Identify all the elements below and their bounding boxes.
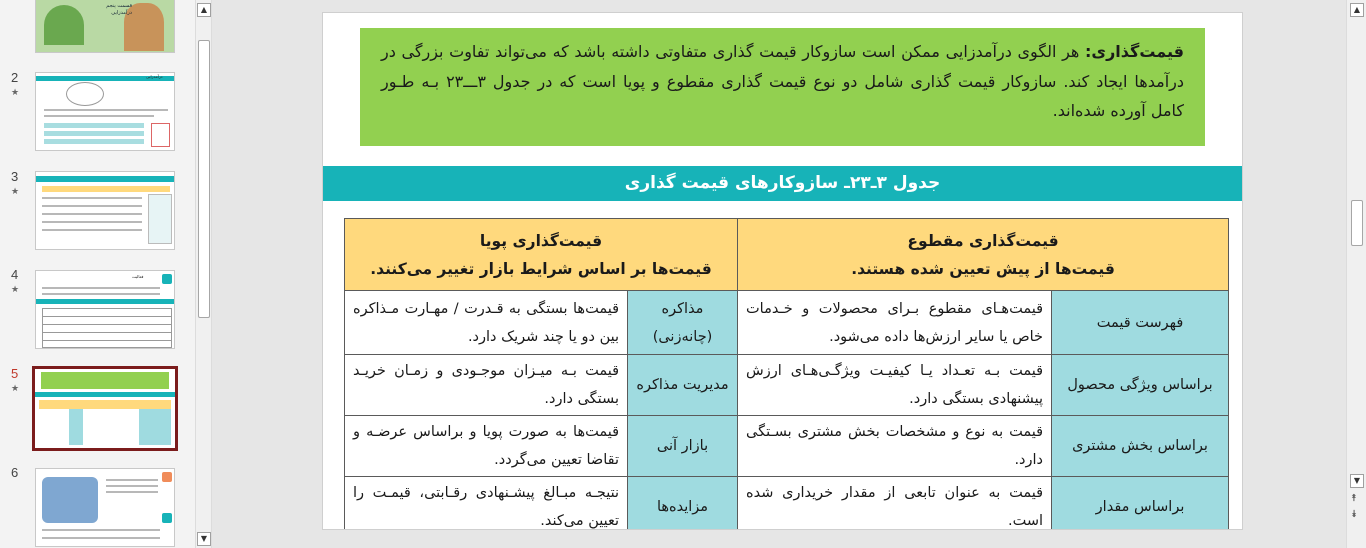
editor-scroll-down-icon[interactable]: ▼ <box>1350 474 1364 488</box>
teacher-illustration-icon <box>42 477 98 523</box>
fixed-desc-cell: قیمت به عنوان تابعی از مقدار خریداری شده است. <box>738 477 1052 531</box>
slide-thumbnail-6[interactable] <box>35 468 175 547</box>
editor-scroll-up-icon[interactable]: ▲ <box>1350 3 1364 17</box>
table-row <box>345 291 1229 355</box>
slide-thumbnail-5[interactable] <box>32 366 178 451</box>
next-slide-icon[interactable]: ⯯ <box>1351 509 1357 520</box>
dynamic-type-cell: مزایده‌ها <box>628 477 738 531</box>
fixed-desc-cell: قیمت به نوع و مشخصات بخش مشتری بسـتگی دارد. <box>738 416 1052 477</box>
thumbnail-scroll-thumb[interactable] <box>198 40 210 318</box>
slide-thumbnail-2[interactable] <box>35 72 175 151</box>
table-row <box>345 416 1229 477</box>
dynamic-desc-cell: قیمت‌ها به صورت پویا و براساس عرضـه و تقاضا تعیین می‌گردد. <box>345 416 628 477</box>
slide-3-star-icon: ★ <box>11 187 20 197</box>
fixed-type-cell: فهرست قیمت <box>1052 291 1229 355</box>
thumb-header-bar <box>36 176 175 182</box>
dynamic-type-cell: مدیریت مذاکره <box>628 355 738 416</box>
dynamic-pricing-subtitle: قیمت‌ها بر اساس شرایط بازار تغییر می‌کنند. <box>370 259 712 278</box>
slide-4-star-icon: ★ <box>11 285 20 295</box>
thumb-title: فعالیت <box>132 274 144 279</box>
slide-thumbnail-3[interactable] <box>35 171 175 250</box>
dynamic-pricing-title: قیمت‌گذاری پویا <box>479 231 603 250</box>
thumb-title: درآمدزایی <box>146 74 163 79</box>
fixed-type-cell: براساس مقدار <box>1052 477 1229 531</box>
editor-scroll-thumb[interactable] <box>1351 200 1363 246</box>
dynamic-pricing-header <box>345 219 738 291</box>
slide-number-4: 4 <box>11 267 19 282</box>
slide-editor-area <box>214 0 1346 548</box>
intro-text: هر الگوی درآمدزایی ممکن است سازوکار قیمت گذاری متفاوتی داشته باشد که می‌تواند تفاوت بزرگی در درآمدها ایجاد کند. سازوکار قیمت گذاری شامل دو نوع قیمت گذاری مقطوع و پویا است که در جدول ۳ـــ۲۳ بـه طـور کامل آورده شده‌اند. <box>381 42 1184 120</box>
slide-thumbnail-pane <box>0 0 195 548</box>
fixed-type-cell: براساس بخش مشتری <box>1052 416 1229 477</box>
scroll-up-arrow-icon[interactable]: ▲ <box>197 3 211 17</box>
thumbnail-scrollbar[interactable] <box>195 0 212 548</box>
slide-number-5: 5 <box>11 366 19 381</box>
activity-icon <box>162 274 172 284</box>
dynamic-desc-cell: قیمت بـه میـزان موجـودی و زمـان خریـد بستگی دارد. <box>345 355 628 416</box>
fixed-pricing-header <box>738 219 1229 291</box>
scroll-down-arrow-icon[interactable]: ▼ <box>197 532 211 546</box>
dynamic-type-cell: مذاکره (چانه‌زنی) <box>628 291 738 355</box>
dynamic-desc-cell: قیمت‌ها بستگی به قـدرت / مهـارت مـذاکره بین دو یا چند شریک دارد. <box>345 291 628 355</box>
table-title-bar[interactable]: جدول ۳ـ۲۳ـ سازوکارهای قیمت گذاری <box>323 166 1242 201</box>
fixed-type-cell: براساس ویژگی محصول <box>1052 355 1229 416</box>
fixed-pricing-subtitle: قیمت‌ها از پیش تعیین شده هستند. <box>851 259 1115 278</box>
fixed-desc-cell: قیمت‌هـای مقطوع بـرای محصولات و خـدمات خاص یا سایر ارزش‌ها داده می‌شود. <box>738 291 1052 355</box>
slide-canvas[interactable] <box>322 12 1243 530</box>
thumb-intro-box <box>41 372 169 389</box>
thumb-diagram <box>66 82 104 106</box>
slide-number-6: 6 <box>11 465 19 480</box>
table-row <box>345 477 1229 531</box>
dynamic-desc-cell: نتیجـه مبـالغ پیشـنهادی رقـابتی، قیمـت را تعیین می‌کند. <box>345 477 628 531</box>
intro-bold-label: قیمت‌گذاری: <box>1085 42 1184 61</box>
editor-scrollbar[interactable] <box>1346 0 1366 548</box>
dynamic-type-cell: بازار آنی <box>628 416 738 477</box>
slide-2-star-icon: ★ <box>11 88 20 98</box>
slide-thumbnail-4[interactable] <box>35 270 175 349</box>
fixed-desc-cell: قیمت بـه تعـداد یـا کیفیـت ویژگـی‌هـای ارزش پیشنهادی بستگی دارد. <box>738 355 1052 416</box>
slide-number-2: 2 <box>11 70 19 85</box>
fixed-pricing-title: قیمت‌گذاری مقطوع <box>907 231 1059 250</box>
slide-5-star-icon: ★ <box>11 384 20 394</box>
plant-illustration-icon <box>44 5 84 45</box>
thumb-title: قسمت پنجم درآمدزایی <box>106 3 132 16</box>
table-row <box>345 355 1229 416</box>
pricing-mechanisms-table[interactable] <box>344 218 1229 530</box>
thumb-header-bar <box>35 392 175 397</box>
pricing-intro-box[interactable] <box>360 28 1205 146</box>
slide-number-3: 3 <box>11 169 19 184</box>
previous-slide-icon[interactable]: ⯭ <box>1351 493 1357 504</box>
slide-thumbnail-1[interactable] <box>35 0 175 53</box>
